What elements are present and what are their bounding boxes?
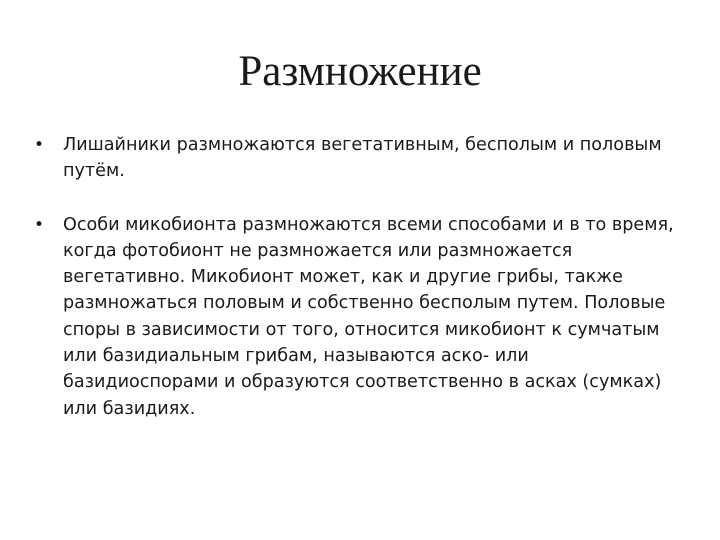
bullet-item <box>34 212 686 422</box>
bullet-item <box>34 132 686 185</box>
bullet-marker: • <box>34 214 45 235</box>
bullet-list <box>34 132 686 422</box>
slide-title: Размножение <box>238 48 482 95</box>
bullet-text: Особи микобионта размножаются всеми способами и в то время, когда фотобионт не размножается или размножается вегетативно. Микобионт может, как и другие грибы, также размножаться половым и собственно бесполым путем. Половые споры в зависимости от того, относится микобионт к сумчатым или базидиальным грибам, называются аско- или базидиоспорами и образуются соответственно в асках (сумках) или базидиях. <box>63 214 674 419</box>
bullet-marker: • <box>34 135 45 155</box>
bullet-text: Лишайники размножаются вегетативным, бесполым и половым путём. <box>63 135 662 182</box>
